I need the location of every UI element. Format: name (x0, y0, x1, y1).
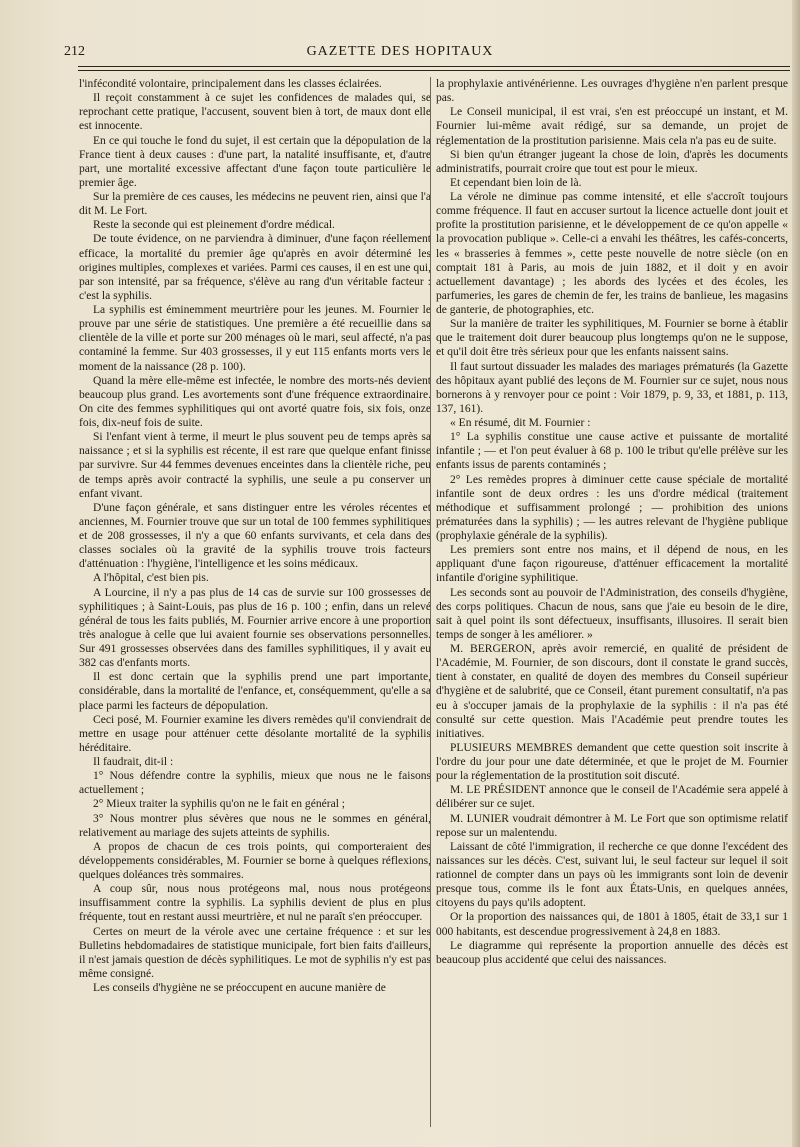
paragraph: Et cependant bien loin de là. (450, 176, 582, 189)
paragraph: Les seconds sont au pouvoir de l'Administration, des conseils d'hygiène, des corps politiques. Chacun de nous, sans que j'aie eu besoin de le dire, sait à quel point ils sont défectueux, insuffisants, illusoires. Il serait bien temps de songer à les améliorer. » (436, 586, 788, 641)
binding-edge (792, 0, 800, 1147)
paragraph: « En résumé, dit M. Fournier : (450, 417, 591, 429)
paragraph: Laissant de côté l'immigration, il recherche ce que donne l'excédent des naissances sur les décès. C'est, suivant lui, le seul facteur sur lequel il soit rationnel de compter dans un pays où les immigrants sont loin de devenir presque tous, comme ils le font aux États-Unis, en quelques années, citoyens du pays qu'ils adoptent. (436, 840, 788, 910)
paragraph: 1° Nous défendre contre la syphilis, mieux que nous ne le faisons actuellement ; (79, 770, 431, 797)
paragraph: Si l'enfant vient à terme, il meurt le plus souvent peu de temps après sa naissance ; et si la syphilis est récente, il est rare que quelque enfant finisse par survivre. Sur 44 femmes devenues enceintes dans la clientèle riche, peu de temps après avoir contracté la syphilis, une seule a pu conserver un enfant vivant. (79, 431, 431, 500)
paragraph: La vérole ne diminue pas comme intensité, et elle s'accroît toujours comme fréquence. Il faut en accuser surtout la licence actuelle dont jouit et profite la prostitution parisienne, et le développement de ce qu'on appelle « la provocation publique ». Celle-ci a envahi les théâtres, les cafés-concerts, les « brasseries à femmes », cette peste nouvelle de notre siècle (on en comptait 181 à Paris, au mois de juin 1882, et il doit y en avoir actuellement davantage) ; les abords des lycées et des écoles, les parfumeries, les gares de chemin de fer, les trains de banlieue, les magasins de ganterie, de photographies, etc. (436, 191, 788, 316)
paragraph: 3° Nous montrer plus sévères que nous ne le sommes en général, relativement au mariage des sujets atteints de syphilis. (79, 812, 431, 839)
paragraph: Les premiers sont entre nos mains, et il dépend de nous, en les appliquant d'une façon rigoureuse, d'atténuer efficacement la mortalité infantile d'origine syphilitique. (436, 544, 788, 585)
header-rule-thin (78, 70, 790, 71)
paragraph: Quand la mère elle-même est infectée, le nombre des morts-nés devient beaucoup plus grand. Les avortements sont d'une fréquence extraordinaire. On cite des femmes syphilitiques qui ont avorté quatre fois, six fois, onze fois, dix-neuf fois de suite. (79, 374, 431, 429)
left-column (79, 77, 431, 995)
paragraph: M. BERGERON, après avoir remercié, en qualité de président de l'Académie, M. Fournier, de son discours, dont il constate le grand succès, tient à constater, en qualité de doyen des membres du Conseil supérieur d'hygiène et de salubrité, que ce Conseil, étant purement consultatif, n'a pas eu à s'occuper jamais de la prophylaxie de la syphilis : il n'a pas été consulté sur cette question. Mais l'Académie peut prendre toutes les initiatives. (436, 643, 788, 740)
paragraph: En ce qui touche le fond du sujet, il est certain que la dépopulation de la France tient à deux causes : d'une part, la natalité insuffisante, et, d'autre part, une mortalité excessive affectant d'une façon toute particulière le premier âge. (79, 134, 431, 189)
paragraph: la prophylaxie antivénérienne. Les ouvrages d'hygiène n'en parlent presque pas. (436, 78, 788, 105)
paragraph: 1° La syphilis constitue une cause active et puissante de mortalité infantile ; — et l'on peut évaluer à 68 p. 100 le tribut qu'elle prélève sur les enfants issus de parents contaminés ; (436, 431, 788, 472)
paragraph: l'infécondité volontaire, principalement dans les classes éclairées. (79, 78, 382, 90)
paragraph: Sur la manière de traiter les syphilitiques, M. Fournier se borne à établir que le traitement doit durer beaucoup plus longtemps qu'on ne le suppose, et qu'il doit être très sérieux pour que les enfants naissent sains. (436, 318, 788, 359)
paragraph: Certes on meurt de la vérole avec une certaine fréquence : et sur les Bulletins hebdomadaires de statistique municipale, fort bien faits d'ailleurs, il n'est jamais question de décès syphilitiques. Le mot de syphilis n'y est pas même consigné. (79, 925, 431, 980)
paragraph: D'une façon générale, et sans distinguer entre les véroles récentes et anciennes, M. Fournier trouve que sur un total de 100 femmes syphilitiques et de 208 grossesses, il n'y a que 60 enfants survivants, et cela dans des classes sociales où la gravité de la syphilis trouve trois facteurs d'atténuation : l'hygiène, l'intelligence et les soins médicaux. (79, 501, 431, 571)
right-column (436, 77, 788, 967)
paragraph: PLUSIEURS MEMBRES demandent que cette question soit inscrite à l'ordre du jour pour une date déterminée, et que le projet de M. Fournier pour la réglementation de la prostitution soit discuté. (436, 741, 788, 783)
paragraph: Il est donc certain que la syphilis prend une part importante, considérable, dans la mortalité de l'enfance, et, conséquemment, qu'elle a sa place parmi les facteurs de dépopulation. (79, 671, 431, 712)
paragraph: M. LUNIER voudrait démontrer à M. Le Fort que son optimisme relatif repose sur un malentendu. (436, 812, 788, 839)
page-number: 212 (64, 44, 85, 59)
paragraph: Il faudrait, dit-il : (93, 756, 174, 768)
paragraph: Les conseils d'hygiène ne se préoccupent en aucune manière de (93, 982, 386, 994)
paragraph: A propos de chacun de ces trois points, qui comporteraient des développements considérables, M. Fournier se borne à quelques réflexions, quelques doléances très sommaires. (79, 840, 431, 881)
paragraph: Le diagramme qui représente la proportion annuelle des décès est beaucoup plus accidenté que celui des naissances. (436, 939, 788, 966)
paragraph: Sur la première de ces causes, les médecins ne peuvent rien, ainsi que l'a dit M. Le Fort. (79, 191, 431, 218)
paragraph: Il faut surtout dissuader les malades des mariages prématurés (la Gazette des hôpitaux ayant publié des leçons de M. Fournier sur ce sujet, nous nous bornerons à y renvoyer pour ce point : Voir 1879, p. 9, 33, et 1881, p. 113, 137, 161). (436, 360, 788, 415)
paragraph: A coup sûr, nous nous protégeons mal, nous nous protégeons insuffisamment contre la syphilis. La syphilis devient de plus en plus fréquente, tout en restant aussi meurtrière, et nul ne paraît s'en préoccuper. (79, 883, 431, 924)
column-divider (430, 77, 431, 1127)
header-rule (78, 66, 790, 67)
paragraph: De toute évidence, on ne parviendra à diminuer, d'une façon réellement efficace, la mortalité du premier âge qu'après en avoir déterminé les origines multiples, complexes et variées. Parmi ces causes, il en est une qui, par son intensité, par sa fréquence, s'élève au rang d'un véritable facteur : c'est la syphilis. (79, 233, 431, 302)
paragraph: La syphilis est éminemment meurtrière pour les jeunes. M. Fournier le prouve par une série de statistiques. Une première a été recueillie dans sa clientèle de la ville et porte sur 200 ménages où le mari, seul affecté, n'a pas contaminé la femme. Sur 403 grossesses, il y eut 115 enfants morts vers le moment de la naissance (28 p. 100). (79, 304, 431, 373)
paragraph: Ceci posé, M. Fournier examine les divers remèdes qu'il conviendrait de mettre en usage pour atténuer cette désolante mortalité de la syphilis héréditaire. (79, 713, 431, 754)
running-title: GAZETTE DES HOPITAUX (306, 44, 494, 59)
paragraph: Le Conseil municipal, il est vrai, s'en est préoccupé un instant, et M. Fournier lui-même avait rédigé, sur sa demande, un projet de réglementation de la prostitution parisienne. Mais cela n'a pas eu de suite. (436, 106, 788, 147)
paragraph: Il reçoit constamment à ce sujet les confidences de malades qui, se reprochant cette pratique, l'accusent, souvent bien à tort, de maux dont elle est innocente. (79, 92, 431, 133)
paragraph: Si bien qu'un étranger jugeant la chose de loin, d'après les documents administratifs, pourrait croire que tout est pour le mieux. (436, 148, 788, 175)
paragraph: Reste la seconde qui est pleinement d'ordre médical. (93, 219, 335, 232)
paragraph: 2° Les remèdes propres à diminuer cette cause spéciale de mortalité infantile sont de deux ordres : les uns d'ordre médical (traitement méthodique et suffisamment prolongé ; — prohibition des unions prématurées dans la syphilis) ; — les autres relevant de l'hygiène publique (prophylaxie générale de la syphilis). (436, 473, 788, 542)
paragraph: M. LE PRÉSIDENT annonce que le conseil de l'Académie sera appelé à délibérer sur ce sujet. (436, 784, 788, 811)
paragraph: A Lourcine, il n'y a pas plus de 14 cas de survie sur 100 grossesses de syphilitiques ; à Saint-Louis, pas plus de 16 p. 100 ; enfin, dans un relevé général de tous les faits publiés, M. Fournier arrive encore à une proportion très analogue à celle que lui avaient fournie ses observations personnelles. Sur 491 grossesses observées dans des familles syphilitiques, il y avait eu 382 cas d'enfants morts. (79, 586, 431, 670)
paragraph: Or la proportion des naissances qui, de 1801 à 1805, était de 33,1 sur 1 000 habitants, est descendue progressivement à 24,8 en 1883. (436, 911, 788, 938)
paragraph: A l'hôpital, c'est bien pis. (93, 572, 209, 585)
paragraph: 2° Mieux traiter la syphilis qu'on ne le fait en général ; (93, 798, 345, 811)
